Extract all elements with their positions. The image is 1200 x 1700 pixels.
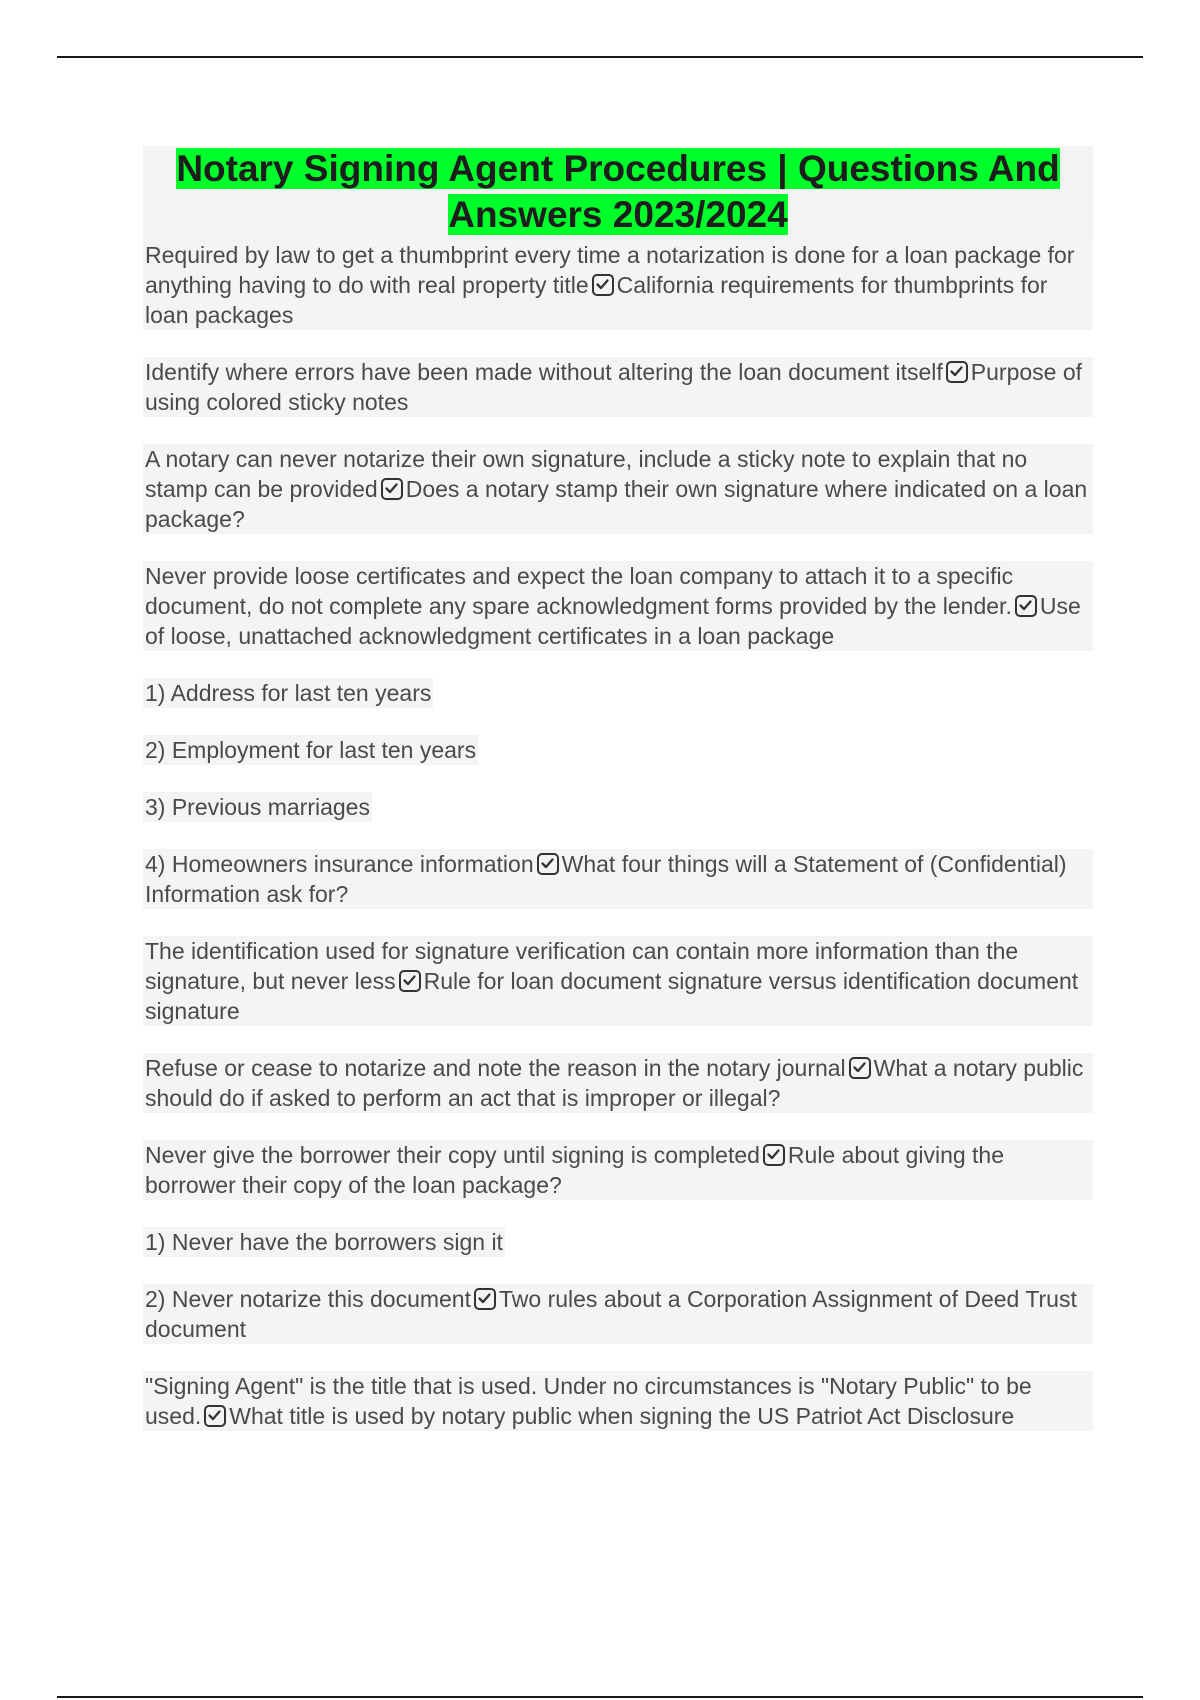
answer-text: Identify where errors have been made without altering the loan document itself: [145, 359, 943, 385]
question-text: Two rules about a Corporation Assignment of Deed Trust document: [145, 1286, 1077, 1342]
answer-text: The identification used for signature verification can contain more information than the signature, but never less: [145, 938, 1019, 994]
qa-entry: [143, 849, 1093, 909]
entry-spacer: [143, 1200, 1093, 1227]
answer-text: 4) Homeowners insurance information: [145, 851, 534, 877]
answer-text: 1) Never have the borrowers sign it: [145, 1229, 503, 1255]
checkbox-checked-icon: [946, 361, 968, 383]
checkbox-checked-icon: [849, 1057, 871, 1079]
question-text: Rule for loan document signature versus identification document signature: [145, 968, 1079, 1024]
qa-entry: [143, 1284, 1093, 1344]
qa-entry: [143, 444, 1093, 534]
answer-text: 3) Previous marriages: [145, 794, 370, 820]
entry-spacer: [143, 1113, 1093, 1140]
entry-spacer: [143, 708, 1093, 735]
entry-spacer: [143, 1026, 1093, 1053]
answer-text: Never give the borrower their copy until signing is completed: [145, 1142, 760, 1168]
checkbox-checked-icon: [763, 1144, 785, 1166]
checkbox-checked-icon: [204, 1405, 226, 1427]
answer-text: 1) Address for last ten years: [145, 680, 432, 706]
entry-spacer: [143, 417, 1093, 444]
qa-entry: [143, 240, 1093, 330]
qa-entry: [143, 792, 372, 822]
qa-entry: [143, 357, 1093, 417]
answer-text: Never provide loose certificates and expect the loan company to attach it to a specific document, do not complete any spare acknowledgment forms provided by the lender.: [145, 563, 1014, 619]
checkbox-checked-icon: [1015, 595, 1037, 617]
entry-spacer: [143, 765, 1093, 792]
answer-text: 2) Employment for last ten years: [145, 737, 477, 763]
qa-entry: [143, 1371, 1093, 1431]
entry-spacer: [143, 651, 1093, 678]
question-text: Does a notary stamp their own signature where indicated on a loan package?: [145, 476, 1088, 532]
qa-entry: [143, 561, 1093, 651]
qa-entry: [143, 936, 1093, 1026]
top-rule: [57, 56, 1143, 58]
entry-spacer: [143, 909, 1093, 936]
qa-entry: [143, 1053, 1093, 1113]
question-text: What title is used by notary public when signing the US Patriot Act Disclosure: [229, 1403, 1015, 1429]
qa-entry: [143, 735, 478, 765]
entry-spacer: [143, 822, 1093, 849]
page-title: Notary Signing Agent Procedures | Questions And Answers 2023/2024: [176, 148, 1060, 235]
document-body: [143, 146, 1093, 1431]
question-text: California requirements for thumbprints for loan packages: [145, 272, 1048, 328]
entry-spacer: [143, 1257, 1093, 1284]
checkbox-checked-icon: [592, 274, 614, 296]
qa-entry: [143, 1227, 505, 1257]
title-block: [143, 146, 1093, 240]
bottom-rule: [57, 1696, 1143, 1698]
entry-spacer: [143, 534, 1093, 561]
question-text: What four things will a Statement of (Confidential) Information ask for?: [145, 851, 1067, 907]
question-text: What a notary public should do if asked to perform an act that is improper or illegal?: [145, 1055, 1084, 1111]
qa-entry: [143, 678, 433, 708]
checkbox-checked-icon: [537, 853, 559, 875]
checkbox-checked-icon: [399, 970, 421, 992]
question-text: Purpose of using colored sticky notes: [145, 359, 1083, 415]
qa-entry: [143, 1140, 1093, 1200]
answer-text: A notary can never notarize their own signature, include a sticky note to explain that no stamp can be provided: [145, 446, 1028, 502]
answer-text: Refuse or cease to notarize and note the reason in the notary journal: [145, 1055, 846, 1081]
question-text: Rule about giving the borrower their copy of the loan package?: [145, 1142, 1005, 1198]
answer-text: "Signing Agent" is the title that is used. Under no circumstances is "Notary Public" to be used.: [145, 1373, 1032, 1429]
entry-spacer: [143, 330, 1093, 357]
checkbox-checked-icon: [474, 1288, 496, 1310]
question-text: Use of loose, unattached acknowledgment certificates in a loan package: [145, 593, 1081, 649]
checkbox-checked-icon: [381, 478, 403, 500]
answer-text: Required by law to get a thumbprint every time a notarization is done for a loan package for anything having to do with real property title: [145, 242, 1075, 298]
answer-text: 2) Never notarize this document: [145, 1286, 471, 1312]
qa-list: [143, 240, 1093, 1431]
entry-spacer: [143, 1344, 1093, 1371]
